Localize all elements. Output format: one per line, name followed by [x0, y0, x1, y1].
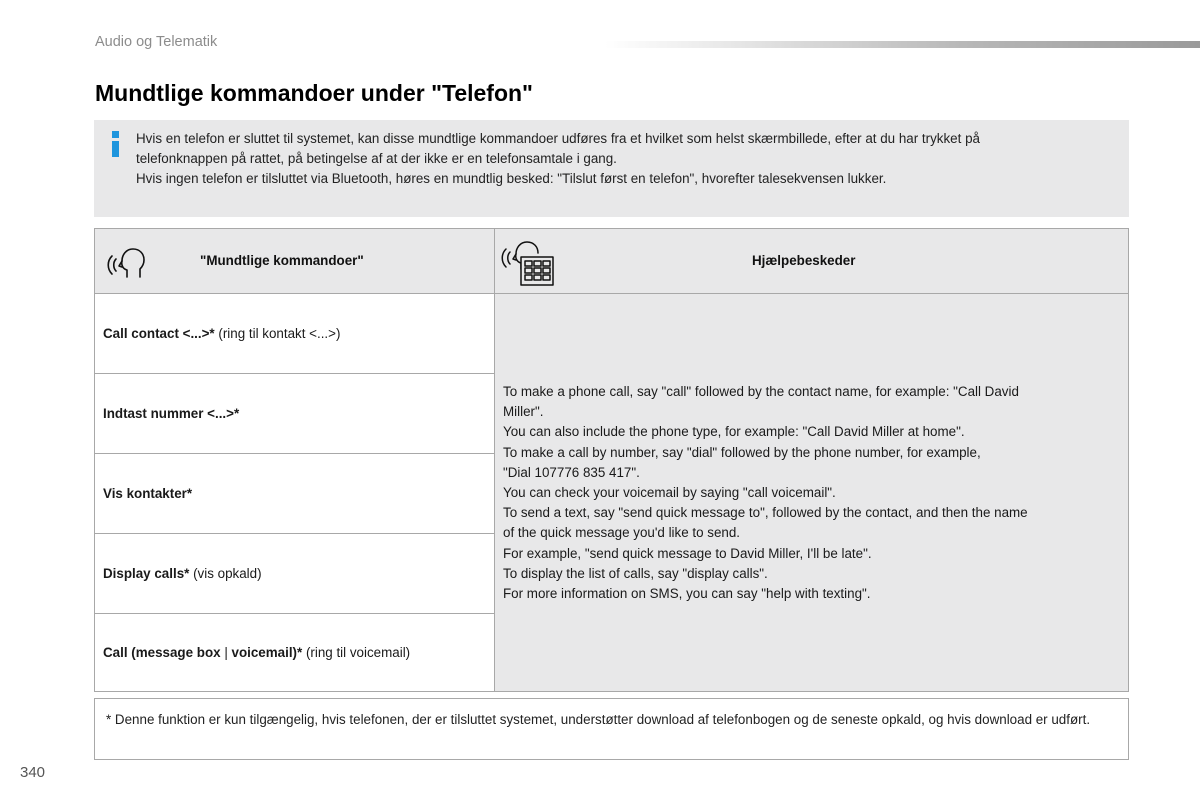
- info-line: Hvis en telefon er sluttet til systemet, kan disse mundtlige kommandoer udføres fra et hvilket som helst skærmbillede, efter at du har trykket på: [136, 131, 980, 146]
- command-text: Indtast nummer <...>*: [103, 406, 240, 421]
- command-row: [95, 534, 494, 614]
- info-line: Hvis ingen telefon er tilsluttet via Bluetooth, høres en mundtlig besked: "Tilslut først en telefon", hvorefter talesekvensen lukker.: [136, 171, 887, 186]
- header-label-commands: "Mundtlige kommandoer": [200, 253, 364, 268]
- command-row: [95, 454, 494, 534]
- command-row: [95, 374, 494, 454]
- page-number: 340: [20, 764, 46, 781]
- header-label-help: Hjælpebeskeder: [752, 253, 856, 268]
- help-line: For example, "send quick message to David Miller, I'll be late".: [503, 545, 872, 561]
- help-line: You can check your voicemail by saying "call voicemail".: [503, 485, 836, 501]
- voice-help-screen-icon: [501, 235, 557, 287]
- commands-column: [95, 294, 495, 691]
- help-line: "Dial 107776 835 417".: [503, 464, 640, 480]
- voice-command-table: [94, 228, 1129, 692]
- table-header: [95, 229, 1128, 294]
- help-text: [503, 382, 1113, 604]
- command-row: [95, 294, 494, 374]
- footnote-box: [94, 698, 1129, 760]
- header-col-commands: [95, 229, 495, 293]
- command-translation: (vis opkald): [189, 566, 262, 581]
- command-text: Display calls*: [103, 566, 190, 581]
- command-text: Call (message box: [103, 645, 221, 660]
- info-icon: [110, 131, 122, 157]
- command-text: voicemail)*: [231, 645, 303, 660]
- help-line: To send a text, say "send quick message to", followed by the contact, and then the name: [503, 505, 1028, 521]
- command-translation: (ring til voicemail): [302, 645, 411, 660]
- help-line: To make a call by number, say "dial" followed by the phone number, for example,: [503, 444, 981, 460]
- help-line: To display the list of calls, say "display calls".: [503, 565, 768, 581]
- command-row: [95, 614, 494, 691]
- help-messages-column: [495, 294, 1128, 691]
- page-title: Mundtlige kommandoer under "Telefon": [95, 80, 533, 106]
- info-box: [94, 120, 1129, 217]
- help-line: Miller".: [503, 404, 544, 420]
- header-decor-bar: [605, 41, 1200, 48]
- help-line: For more information on SMS, you can say "help with texting".: [503, 586, 871, 602]
- help-line: You can also include the phone type, for example: "Call David Miller at home".: [503, 424, 965, 440]
- footnote-text: * Denne funktion er kun tilgængelig, hvis telefonen, der er tilsluttet systemet, understøtter download af telefonbogen og de seneste opkald, og hvis download er udført.: [106, 712, 1091, 727]
- section-label: Audio og Telematik: [95, 34, 218, 50]
- help-line: of the quick message you'd like to send.: [503, 525, 741, 541]
- voice-command-icon: [105, 239, 149, 281]
- info-line: telefonknappen på rattet, på betingelse af at der ikke er en telefonsamtale i gang.: [136, 151, 617, 166]
- command-text: Call contact <...>*: [103, 326, 215, 341]
- command-text: Vis kontakter*: [103, 486, 193, 501]
- command-translation: (ring til kontakt <...>): [214, 326, 341, 341]
- header-col-help: [495, 229, 1128, 293]
- command-separator: |: [220, 645, 232, 660]
- info-text: [136, 129, 1121, 189]
- help-line: To make a phone call, say "call" followed by the contact name, for example: "Call David: [503, 384, 1019, 399]
